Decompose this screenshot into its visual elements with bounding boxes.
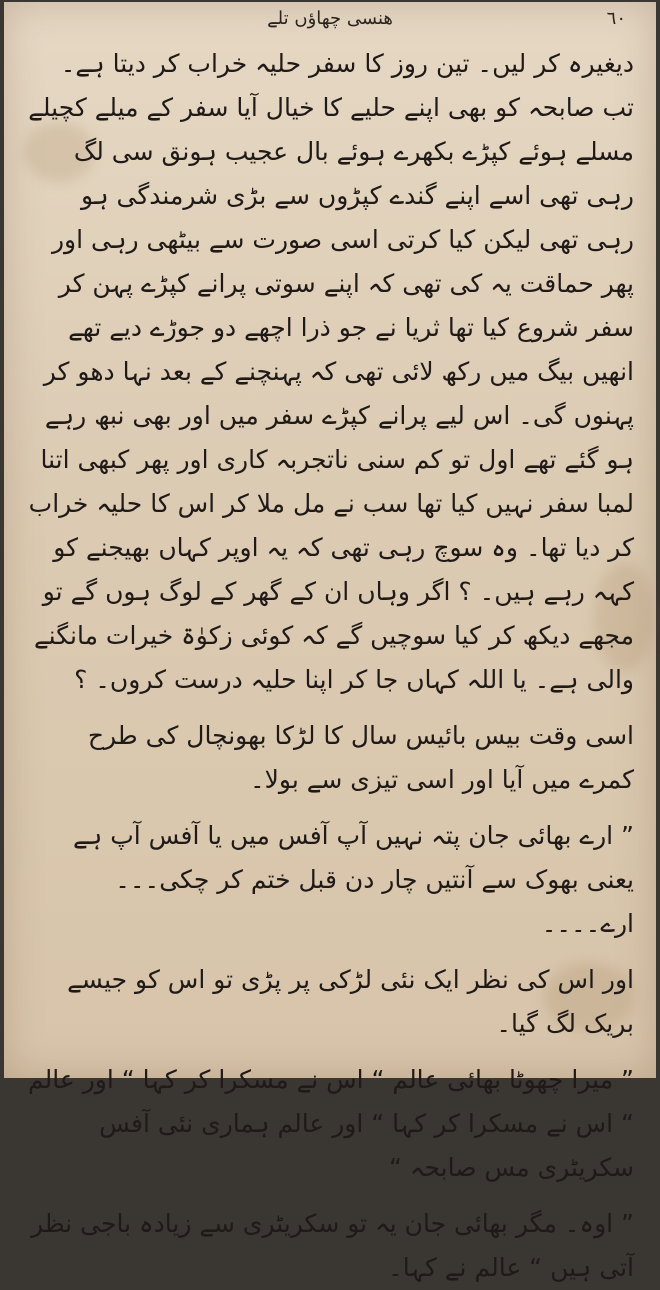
running-title: ھنسی چھاؤں تلے: [267, 8, 393, 29]
book-page: [4, 2, 656, 1282]
paragraph: ” اوہ۔ مگر بھائی جان یہ تو سکریٹری سے زیادہ باجی نظر آتی ہیں “ عالم نے کہا۔: [30, 1209, 634, 1282]
body-text: [26, 42, 634, 1282]
paragraph: اور اس کی نظر ایک نئی لڑکی پر پڑی تو اس کو جیسے بریک لگ گیا۔: [67, 965, 634, 1038]
paragraph: دیغیرہ کر لیں۔ تین روز کا سفر حلیہ خراب کر دیتا ہے۔: [60, 49, 634, 78]
page-header: [4, 6, 656, 40]
page-number: ٦٠: [606, 8, 626, 29]
paragraph: اسی وقت بیس بائیس سال کا لڑکا بھونچال کی طرح کمرے میں آیا اور اسی تیزی سے بولا۔: [87, 721, 634, 794]
paragraph: ” ارے بھائی جان پتہ نہیں آپ آفس میں یا آفس آپ ہے یعنی بھوک سے آنتیں چار دن قبل ختم کر چکی۔۔۔ ارے۔۔۔۔: [73, 821, 634, 938]
paragraph: ” میرا چھوٹا بھائی عالم “ اس نے مسکرا کر کہا “ اور عالم “ اس نے مسکرا کر کہا “ اور عالم ہماری نئی آفس سکریٹری مس صابحہ “: [27, 1065, 634, 1182]
paragraph: تب صابحہ کو بھی اپنے حلیے کا خیال آیا سفر کے میلے کچیلے مسلے ہوئے کپڑے بکھرے ہوئے بال عجیب ہونق سی لگ رہی تھی اسے اپنے گندے کپڑوں سے بڑی شرمندگی ہو رہی تھی لیکن کیا کرتی اسی صورت سے بیٹھی رہی اور پھر حماقت یہ کی تھی کہ اپنے سوتی پرانے کپڑے پہن کر سفر شروع کیا تھا ثریا نے جو ذرا اچھے دو جوڑے دیے تھے انھیں بیگ میں رکھ لائی تھی کہ پہنچنے کے بعد نہا دھو کر پہنوں گی۔ اس لیے پرانے کپڑے سفر میں اور بھی نبھ رہے ہو گئے تھے اول تو کم سنی ناتجربہ کاری اور پھر کبھی اتنا لمبا سفر نہیں کیا تھا سب نے مل ملا کر اس کا حلیہ خراب کر دیا تھا۔ وہ سوچ رہی تھی کہ یہ اوپر کہاں بھیجنے کو کہہ رہے ہیں۔ ؟ اگر وہاں ان کے گھر کے لوگ ہوں گے تو مجھے دیکھ کر کیا سوچیں گے کہ کوئی زکوٰۃ خیرات مانگنے والی ہے۔ یا اللہ کہاں جا کر اپنا حلیہ درست کروں۔ ؟: [28, 93, 634, 694]
